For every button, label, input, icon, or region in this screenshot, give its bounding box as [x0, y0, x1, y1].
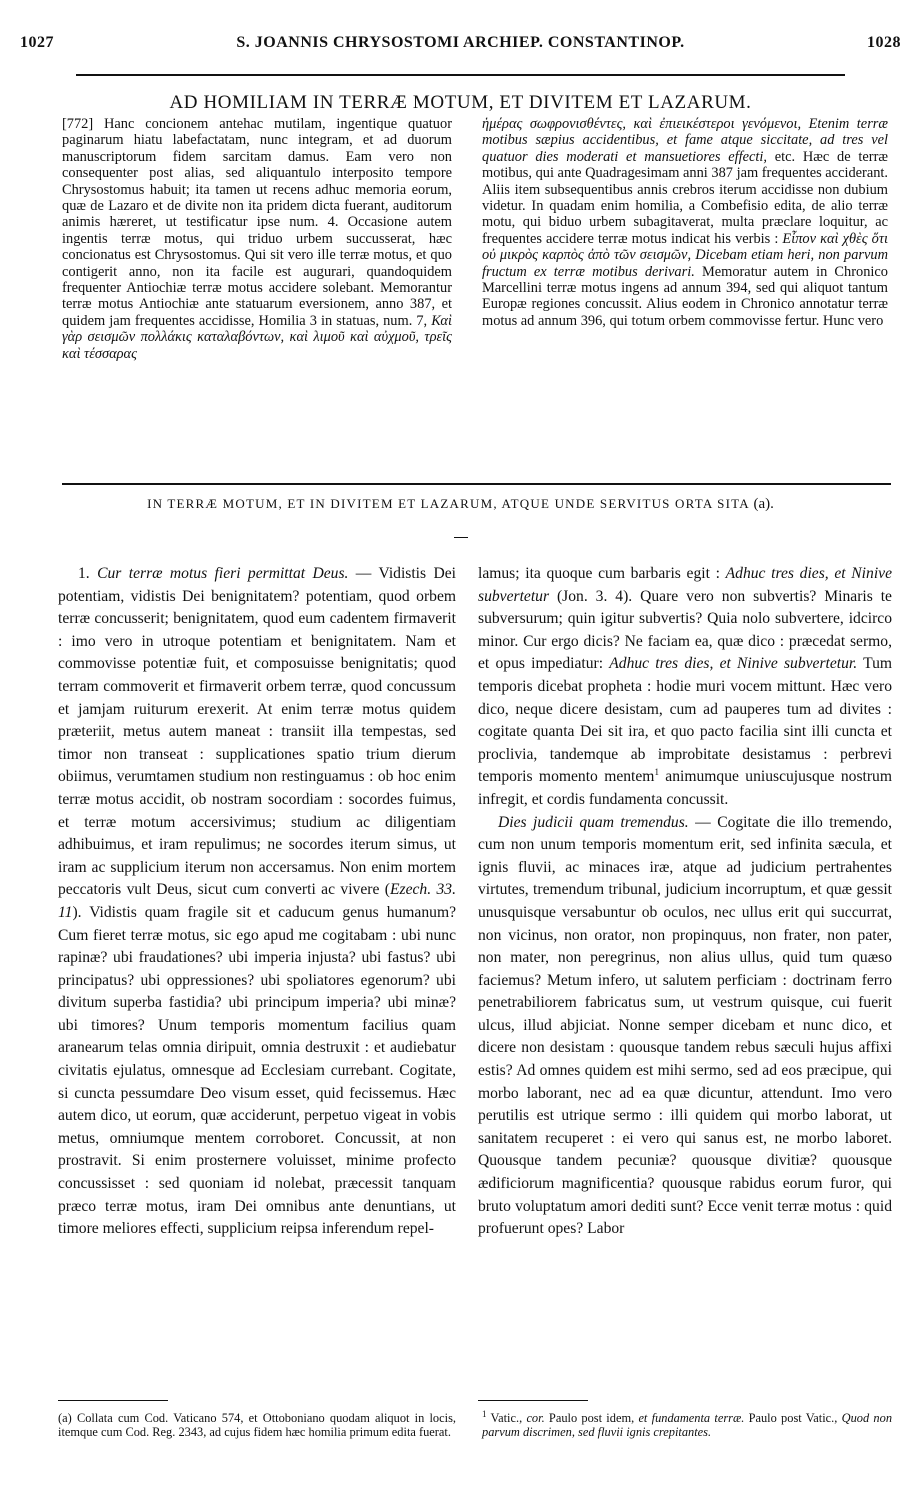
intro-left-text: [772] Hanc concionem antehac mutilam, ingentique quatuor paginarum hiatu labefactatam, nunc integram, et ad duorum manuscriptorum fidem sarcitam damus. Eam vero non consequenter post alias, sed aliquantulo interposito tempore Chrysostomus habuit; ita tamen ut recens adhuc memoria eorum, quæ de Lazaro et de divite non ita pridem dicta fuerant, auditorum animis hæreret, ut testificatur ipse num. 4. Occasione autem ingentis terræ motus, qui triduo urbem succusserat, hæc concionatus est Chrysostomus. Qui sit vero ille terræ motus, et quo contigerit anno, non ita facile est augurari, quandoquidem frequenter Antiochiæ terræ motus accidere solebant. Memorantur terræ motus Antiochiæ ante statuarum eversionem, anno 387, et quidem jam frequentes accidisse, Homilia 3 in statuas, num. 7,	[62, 116, 452, 329]
footnote-1-italic-3: Quod non parvum discrimen, sed fluvii ignis crepitantes.	[482, 1411, 893, 1439]
intro-heading: AD HOMILIAM IN TERRÆ MOTUM, ET DIVITEM ET LAZARUM.	[169, 92, 752, 113]
quote-ninive-1: Adhuc tres dies, et Ninive subvertetur	[478, 565, 892, 605]
intro-left-paragraph	[62, 116, 452, 362]
page-number-right: 1028	[867, 34, 901, 51]
header-rule	[76, 74, 845, 76]
section-heading-2: Dies judicii quam tremendus.	[498, 813, 689, 831]
body-right-paragraph-2	[478, 812, 892, 1241]
body-right-text-2: . Quare vero non subvertis? Minaris te subversurum; quin igitur subvertis? Quia nolo subvertere, idcirco minor. Cur ergo dicis? Ne faciam ea, quæ dico : præcedat sermo, et opus impediatur:	[478, 587, 892, 673]
running-head	[20, 34, 901, 56]
body-right-text-4: animumque uniuscujusque nostrum infregit, et cordis fundamenta concussit.	[478, 768, 892, 808]
footnote-rule-right	[478, 1400, 588, 1401]
footnote-1-text-3: Paulo post Vatic.,	[744, 1411, 842, 1425]
footnote-a: (a) Collata cum Cod. Vaticano 574, et Ottoboniano quodam aliquot in locis, itemque cum Cod. Reg. 2343, ad cujus fidem hæc homilia primum edita fuerat.	[58, 1411, 456, 1439]
homily-title-text: IN TERRÆ MOTUM, ET IN DIVITEM ET LAZARUM, ATQUE UNDE SERVITUS ORTA SITA	[147, 496, 750, 511]
scripture-ref-ezech: Ezech. 33. 11	[58, 881, 457, 921]
footnote-rule-left	[58, 1400, 168, 1401]
intro-right-italic-1: Etenim terræ motibus sæpius accidentibus, et fame atque siccitate, ad tres vel quatuor dies moderati et mansuetiores effecti,	[482, 116, 888, 165]
quote-ninive-2: Adhuc tres dies, et Ninive subvertetur.	[609, 655, 858, 673]
section-heading-1: Cur terræ motus fieri permittat Deus.	[97, 565, 349, 582]
intro-right-greek-2: Εἶπον καὶ χθὲς ὅτι οὐ μικρὸς καρπὸς ἀπὸ τῶν σεισμῶν,	[482, 230, 888, 264]
title-dash	[454, 537, 468, 538]
intro-left-greek: Καὶ γὰρ σεισμῶν πολλάκις καταλαβόντων, καὶ λιμοῦ καὶ αὐχμοῦ, τρεῖς καὶ τέσσαρας	[62, 312, 452, 362]
footnote-1-italic-1: cor.	[526, 1411, 545, 1425]
scripture-ref-jon: (Jon. 3. 4)	[556, 587, 629, 605]
body-right-text-5: — Cogitate die illo tremendo, cum non unum temporis momentum erit, sed infinita sæcula, et ignis fluvii, ac minaces iræ, atque ad judicium pertrahentes virtutes, tremendum tribunal, judicium incorruptum, et quæ gessit unusquisque versabuntur ob oculos, nec ullus erit qui succurrat, non vicinus, non orator, non propinquus, non frater, non pater, non mater, non peregrinus, non alius ullus, quid tum quæso faciemus? Metum infero, ut salutem perficiam : doctrinam ferro penetrabiliorem fabricatus sum, ut vestrum quisque, cui fuerit ulcus, illud abjiciat. Nonne semper dicebam et nunc dico, et dicere non desistam : quousque tandem rebus sæculi hujus affixi estis? Ad omnes quidem est mihi sermo, sed ad eos præcipue, qui morbo laborant, nec ad ea quæ dicuntur, attendunt. Imo vero perutilis est utrique sermo : illi quidem qui morbo laborat, ut sanitatem recuperet : ei vero qui sanus est, ne morbo laboret. Quousque tandem pecuniæ? quousque divitiæ? quousque ædificiorum magnificentia? quousque rabidus eorum furor, qui bruto voluptatum amori dediti sunt? Ecce venit terræ motus : quid profuerunt opes? Labor	[478, 813, 892, 1238]
footnote-left	[58, 1411, 456, 1439]
footnote-1	[482, 1408, 893, 1439]
body-right-text-1: lamus; ita quoque cum barbaris egit :	[478, 565, 726, 582]
footnote-1-text-1: Vatic.,	[486, 1411, 527, 1425]
homily-title	[30, 496, 891, 513]
intro-right-greek: ἡμέρας σωφρονισθέντες, καὶ ἐπιεικέστεροι γενόμενοι,	[482, 116, 802, 132]
body-left-column	[58, 563, 456, 1241]
footnote-marker: 1	[654, 767, 659, 778]
body-right-text-3: Tum temporis dicebat propheta : hodie muri vocem mittunt. Hæc vero dico, neque dicere desistam, cum ad pauperes tum ad divites : cogitate quanta Dei sit ira, et quo pacto facilia sint illi cuncta et proclivia, tandemque ab improbitate desistamus : perbrevi temporis momento mentem	[478, 655, 892, 786]
footnote-1-italic-2: et fundamenta terræ.	[638, 1411, 745, 1425]
section-rule	[62, 483, 891, 485]
section-number: 1.	[78, 565, 90, 582]
body-right-paragraph-1	[478, 563, 892, 812]
body-left-text-1: — Vidistis Dei potentiam, vidistis Dei benignitatem? potentiam, quod orbem terræ concusserit; benignitatem, quod eum cadentem firmaverit : imo vero in utroque potentiam et benignitatem. Nam et commovisse potentiæ fuit, et composuisse benignitatis; quod terram commoverit et firmaverit orbem terræ, quod concussum et jamjam ruiturum erexerit. At enim terræ motus quidem præteriit, metus autem maneat : transiit illa tempestas, sed timor non transeat : supplicationes spatio trium dierum obiimus, verumtamen studium non restinguamus : ob hoc enim terræ motus accidit, ob nostram socordiam : socordes fuimus, et terræ motum accersivimus; studium ac diligentiam adhibuimus, et iram repulimus; ne socordes iterum simus, ut iram ac supplicium iterum non accersamus. Non enim mortem peccatoris vult Deus, sicut cum converti ac vivere (	[58, 565, 456, 899]
intro-right-text-2: Memoratur autem in Chronico Marcellini terræ motus ingens ad annum 394, sed qui aliquot tantum Europæ regiones concussit. Alius eodem in Chronico annotatur terræ motus ad annum 396, qui totum orbem commovisse fertur. Hunc vero	[482, 263, 888, 329]
page-number-left: 1027	[20, 34, 54, 51]
footnote-1-number: 1	[482, 1408, 487, 1419]
running-title: S. JOANNIS CHRYSOSTOMI ARCHIEP. CONSTANTINOP.	[236, 34, 685, 51]
intro-right-column	[482, 116, 888, 329]
body-left-text-2: ). Vidistis quam fragile sit et caducum genus humanum? Cum fieret terræ motus, sic ego apud me cogitabam : ubi nunc rapinæ? ubi fraudationes? ubi imperia injusta? ubi fastus? ubi principatus? ubi oppressiones? ubi spoliatores egenorum? ubi divitum superba fastidia? ubi principum imperia? ubi minæ? ubi timores? Unum temporis momentum facilius quam aranearum telas omnia diripuit, omnia destruxit : et audiebatur civitatis ejulatus, omnesque ad Ecclesiam currebant. Cogitate, si cuncta pessumdare Deo visum esset, quid fecissemus. Hæc autem dico, ut eorum, quæ acciderunt, perpetuo vigeat in vobis metus, omniumque mentem corroboret. Concussit, at non prostravit. Si enim prosternere voluisset, minime profecto concussisset : sed quoniam id nolebat, præcessit tanquam præco terræ motus, iram Dei omnibus ante denuntians, ut timore meliores effecti, supplicium reipsa inferendum repel-	[58, 903, 456, 1238]
intro-right-text-1: etc. Hæc de terræ motibus, qui ante Quadragesimam anni 387 jam frequentes acciderant. Aliis item subsequentibus annis crebros iterum accidisse non dubium videtur. In quadam enim homilia, a Combefisio edita, de alio terræ motu, qui biduo urbem subagitaverat, multa præclare loquitur, ac frequentes accidere terræ motus indicat his verbis :	[482, 148, 889, 247]
body-right-column	[478, 563, 892, 1241]
intro-left-column	[62, 116, 452, 362]
footnote-right	[482, 1408, 893, 1439]
homily-title-ref: (a).	[753, 496, 774, 512]
body-left-paragraph-1	[58, 563, 456, 1241]
intro-right-italic-2: Dicebam etiam heri, non parvum fructum ex terræ motibus derivari.	[482, 247, 888, 280]
footnote-1-text-2: Paulo post idem,	[544, 1411, 639, 1425]
intro-right-paragraph	[482, 116, 888, 329]
